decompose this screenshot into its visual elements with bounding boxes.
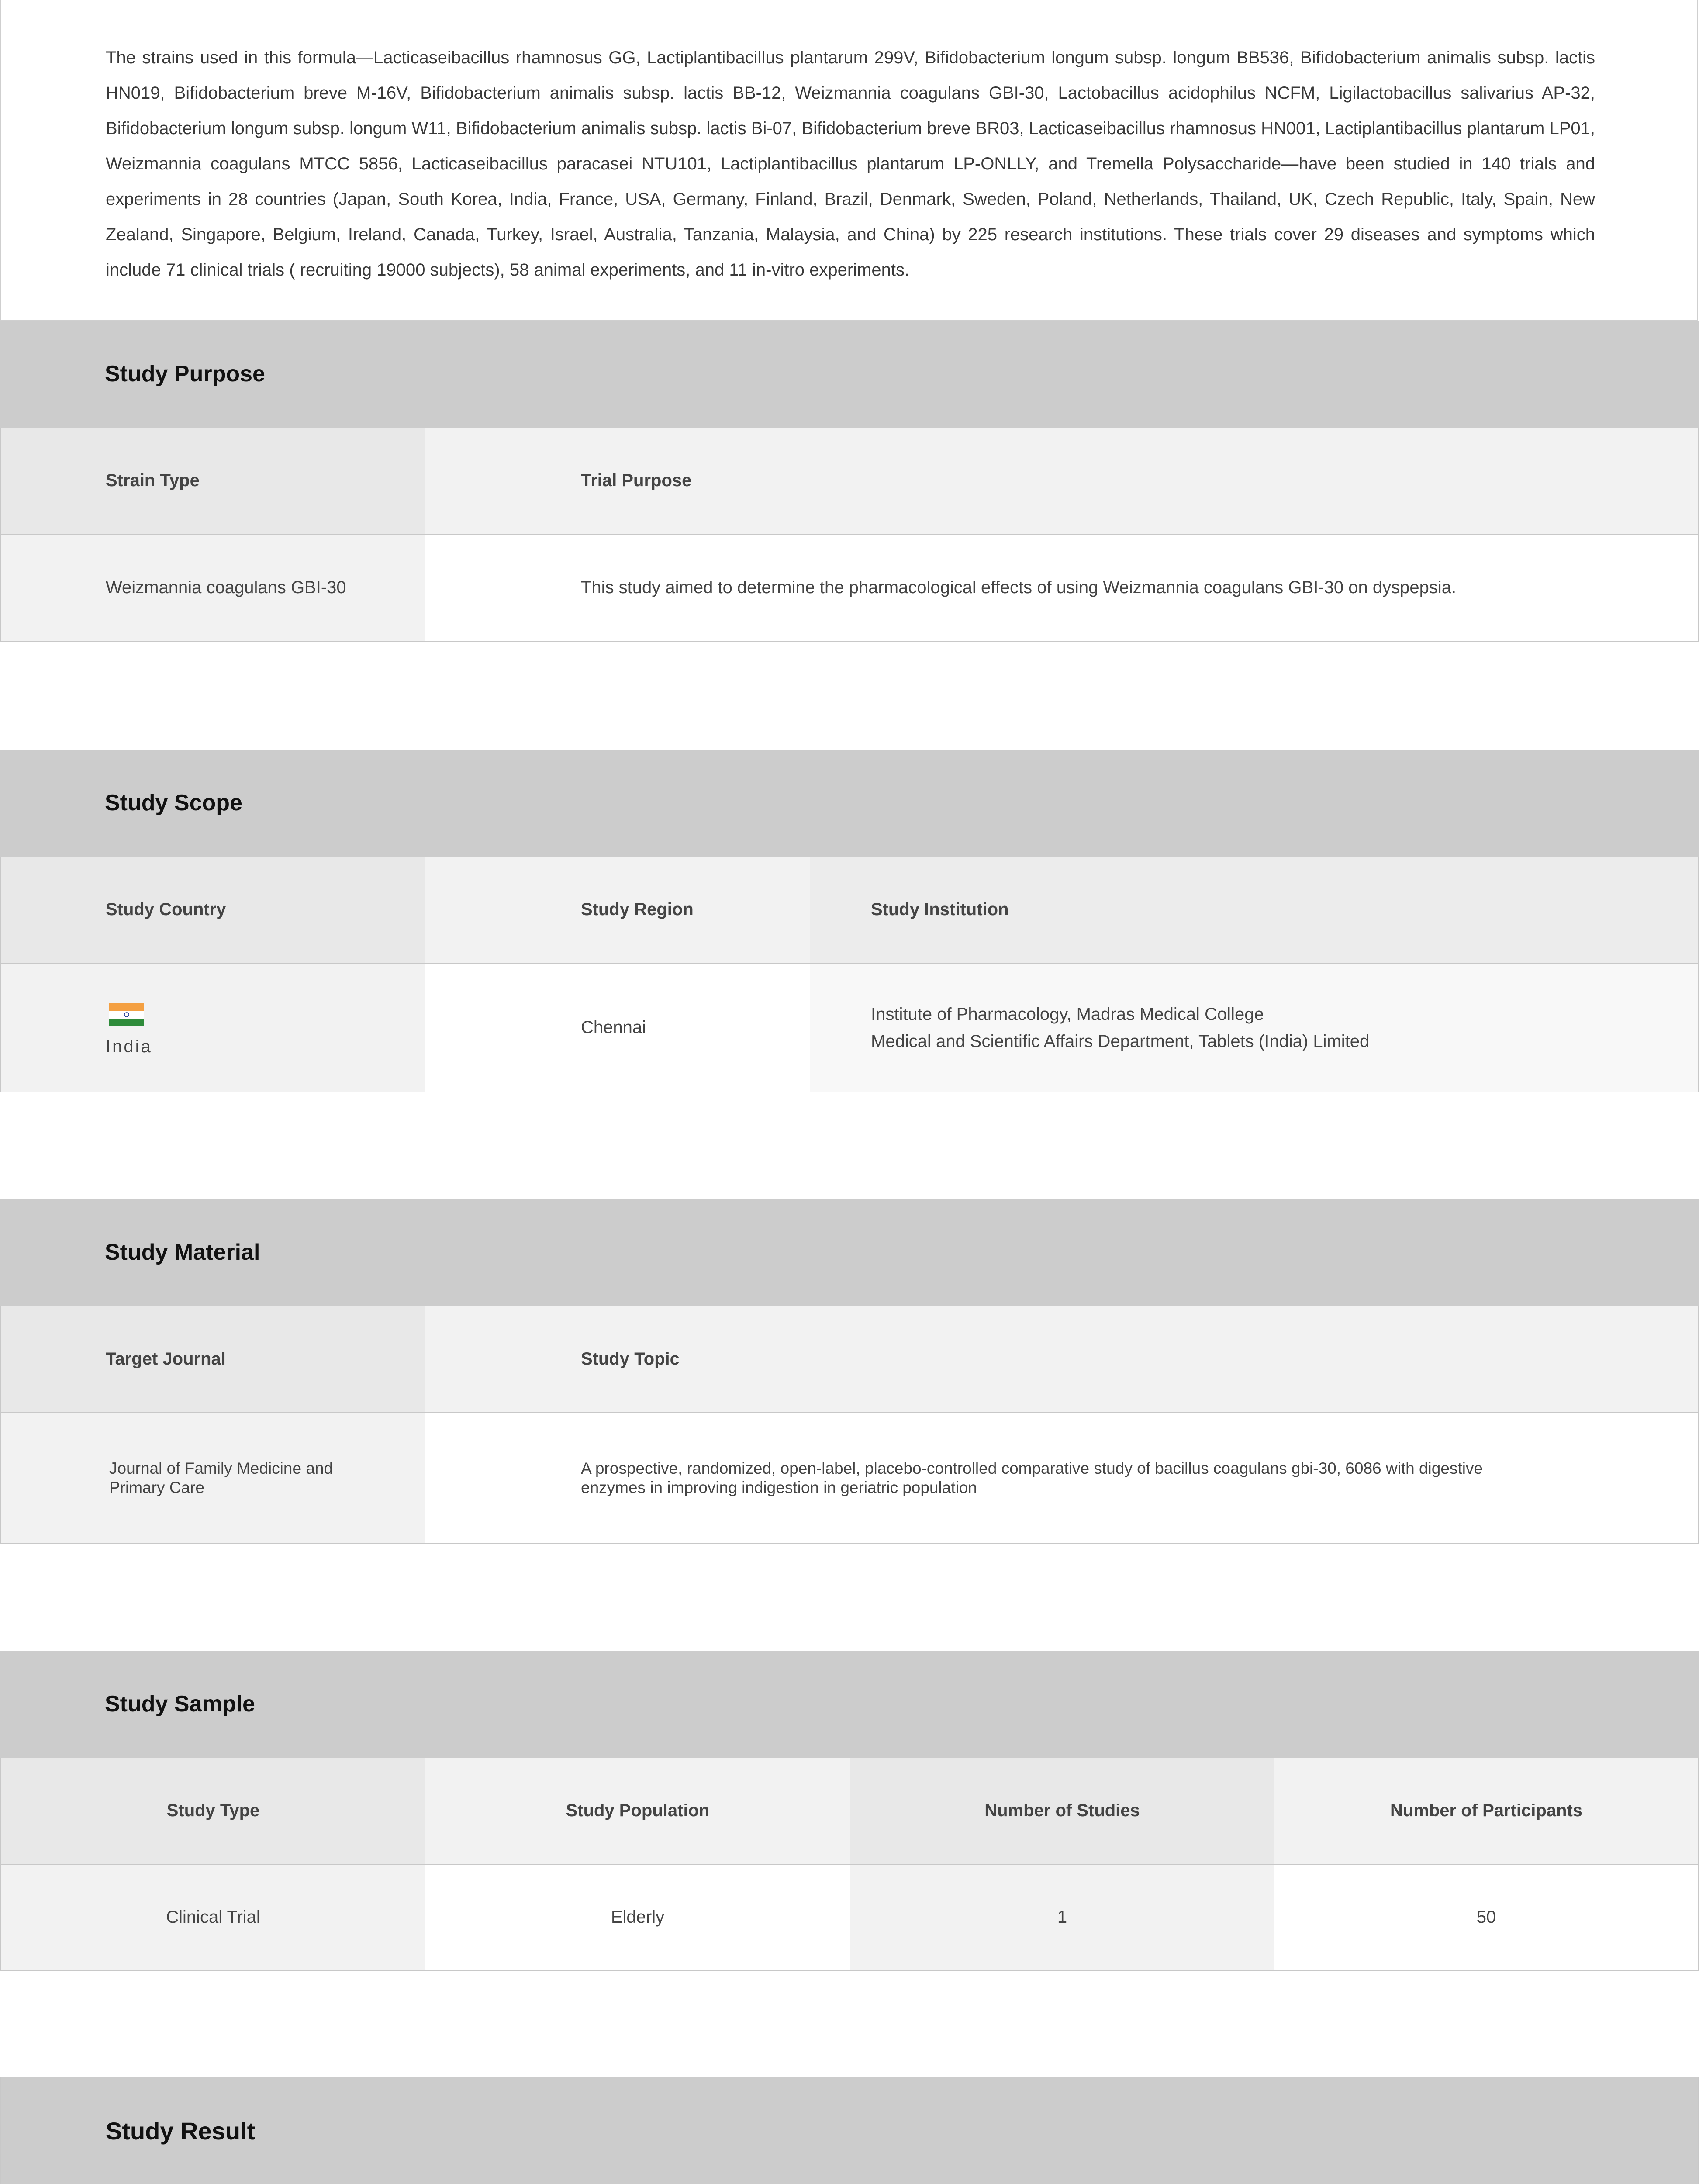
india-flag-icon: [109, 1003, 144, 1026]
institution-line: Institute of Pharmacology, Madras Medical College: [871, 1004, 1264, 1024]
col-header-target-journal: Target Journal: [1, 1306, 425, 1413]
study-purpose-table: [0, 428, 1699, 642]
section-title: Study Purpose: [105, 361, 265, 387]
study-scope-table: [0, 857, 1699, 1092]
intro-block: [0, 0, 1698, 321]
cell-trial-purpose: This study aimed to determine the pharmacological effects of using Weizmannia coagulans GBI-30 on dyspepsia.: [425, 535, 1698, 641]
study-sample-table: [0, 1758, 1699, 1971]
cell-study-population: Elderly: [425, 1865, 850, 1970]
cell-topic: [425, 1413, 1698, 1543]
cell-institutions: [810, 964, 1698, 1092]
cell-number-of-participants: 50: [1274, 1865, 1698, 1970]
study-purpose-header: [0, 321, 1699, 428]
cell-number-of-studies: 1: [850, 1865, 1274, 1970]
study-scope-header: [0, 750, 1699, 857]
study-material-table: [0, 1306, 1699, 1544]
journal-line: Journal of Family Medicine and: [109, 1459, 333, 1477]
col-header-study-type: Study Type: [1, 1758, 425, 1865]
col-header-study-topic: Study Topic: [425, 1306, 1698, 1413]
col-header-number-of-studies: Number of Studies: [850, 1758, 1274, 1865]
intro-text: The strains used in this formula—Lacticaseibacillus rhamnosus GG, Lactiplantibacillus plantarum 299V, Bifidobacterium longum subsp. longum BB536, Bifidobacterium animalis subsp. lactis HN019, Bifidobacterium breve M-16V, Bifidobacterium animalis subsp. lactis BB-12, Weizmannia coagulans GBI-30, Lactobacillus acidophilus NCFM, Ligilactobacillus salivarius AP-32, Bifidobacterium longum subsp. longum W11, Bifidobacterium animalis subsp. lactis Bi-07, Bifidobacterium breve BR03, Lacticaseibacillus rhamnosus HN001, Lactiplantibacillus plantarum LP01, Weizmannia coagulans MTCC 5856, Lacticaseibacillus paracasei NTU101, Lactiplantibacillus plantarum LP-ONLLY, and Tremella Polysaccharide—have been studied in 140 trials and experiments in 28 countries (Japan, South Korea, India, France, USA, Germany, Finland, Brazil, Denmark, Sweden, Poland, Netherlands, Thailand, UK, Czech Republic, Italy, Spain, New Zealand, Singapore, Belgium, Ireland, Canada, Turkey, Israel, Australia, Tanzania, Malaysia, and China) by 225 research institutions. These trials cover 29 diseases and symptoms which include 71 clinical trials ( recruiting 19000 subjects), 58 animal experiments, and 11 in-vitro experiments.: [106, 48, 1595, 280]
cell-region: Chennai: [425, 964, 810, 1092]
col-header-study-institution: Study Institution: [810, 857, 1698, 964]
study-sample-header: [0, 1651, 1699, 1758]
col-header-study-population: Study Population: [425, 1758, 850, 1865]
institution-line: Medical and Scientific Affairs Department, Tablets (India) Limited: [871, 1031, 1370, 1051]
country-name: India: [106, 1037, 152, 1056]
col-header-study-country: Study Country: [1, 857, 425, 964]
col-header-study-region: Study Region: [425, 857, 810, 964]
section-title: Study Scope: [105, 790, 242, 816]
cell-journal: [1, 1413, 425, 1543]
study-material-header: [0, 1199, 1699, 1306]
topic-line: A prospective, randomized, open-label, placebo-controlled comparative study of bacillus coagulans gbi-30, 6086 with digestive: [581, 1459, 1483, 1477]
cell-study-type: Clinical Trial: [1, 1865, 425, 1970]
section-title: Study Material: [105, 1240, 260, 1265]
study-result-header: [0, 2077, 1699, 2184]
col-header-trial-purpose: Trial Purpose: [425, 428, 1698, 535]
section-title: Study Sample: [105, 1691, 255, 1717]
journal-line: Primary Care: [109, 1479, 204, 1496]
topic-line: enzymes in improving indigestion in geriatric population: [581, 1479, 977, 1496]
section-title: Study Result: [106, 2117, 256, 2145]
cell-strain-type: Weizmannia coagulans GBI-30: [1, 535, 425, 641]
cell-country: [1, 964, 425, 1092]
col-header-number-of-participants: Number of Participants: [1274, 1758, 1698, 1865]
col-header-strain-type: Strain Type: [1, 428, 425, 535]
